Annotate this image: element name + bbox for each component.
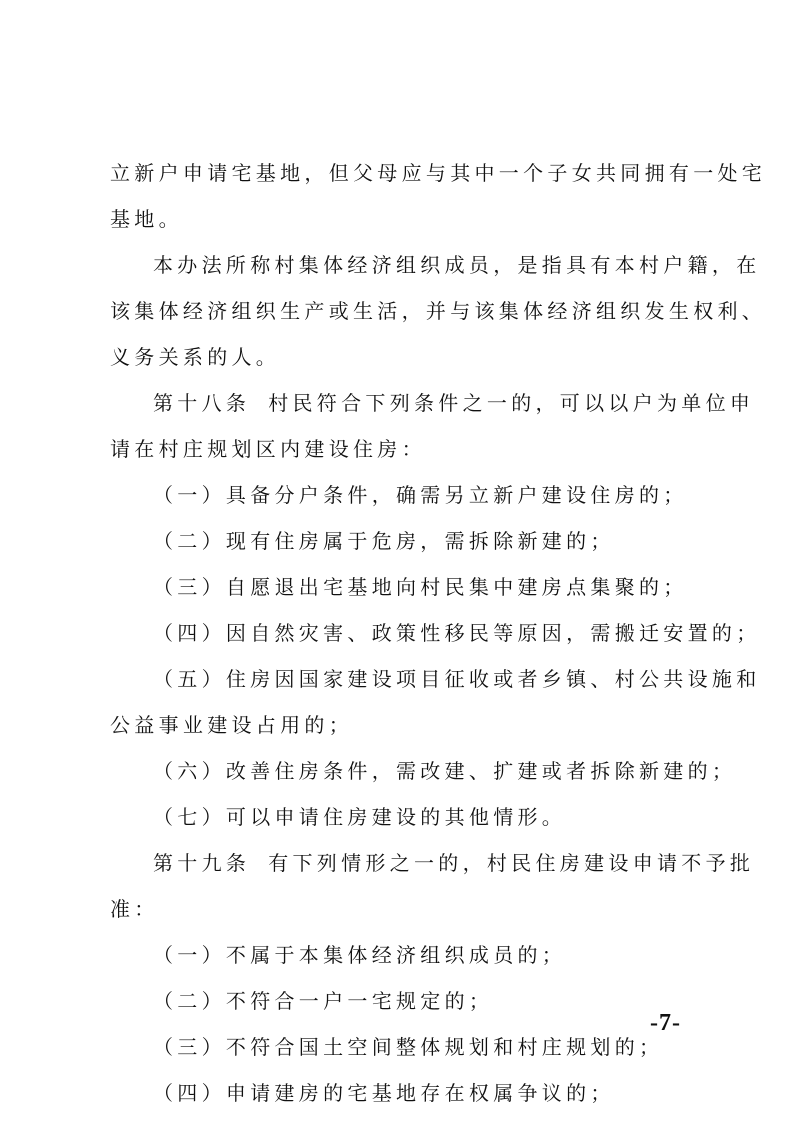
article-number: 第十八条: [153, 391, 251, 415]
list-item: （五）住房因国家建设项目征收或者乡镇、村公共设施和: [153, 667, 761, 691]
text-line: 立新户申请宅基地，但父母应与其中一个子女共同拥有一处宅: [110, 161, 767, 185]
list-item: （一）具备分户条件，确需另立新户建设住房的；: [153, 483, 688, 507]
article-18-heading: [110, 380, 755, 426]
article-number: 第十九条: [153, 851, 251, 875]
body-text: [110, 150, 767, 1116]
list-item: （六）改善住房条件，需改建、扩建或者拆除新建的；: [153, 759, 737, 783]
article-text: 村民符合下列条件之一的，可以以户为单位申: [268, 391, 755, 415]
paragraph-start: 本办法所称村集体经济组织成员，是指具有本村户籍，在: [153, 253, 761, 277]
text-line: 该集体经济组织生产或生活，并与该集体经济组织发生权利、: [110, 299, 767, 323]
list-item: （三）不符合国土空间整体规划和村庄规划的；: [153, 1035, 664, 1059]
text-line: 基地。: [110, 207, 183, 231]
list-item: （二）不符合一户一宅规定的；: [153, 989, 494, 1013]
list-item: （二）现有住房属于危房，需拆除新建的；: [153, 529, 615, 553]
list-item: （一）不属于本集体经济组织成员的；: [153, 943, 567, 967]
page-number: -7-: [650, 1010, 681, 1036]
text-line: 请在村庄规划区内建设住房：: [110, 437, 426, 461]
list-item: （三）自愿退出宅基地向村民集中建房点集聚的；: [153, 575, 688, 599]
list-item: （四）因自然灾害、政策性移民等原因，需搬迁安置的；: [153, 621, 761, 645]
article-text: 有下列情形之一的，村民住房建设申请不予批: [268, 851, 755, 875]
text-line: 公益事业建设占用的；: [110, 713, 353, 737]
text-line: 准：: [110, 897, 159, 921]
list-item: （四）申请建房的宅基地存在权属争议的；: [153, 1081, 615, 1105]
list-item: （七）可以申请住房建设的其他情形。: [153, 805, 567, 829]
article-19-heading: [110, 840, 755, 886]
text-line: 义务关系的人。: [110, 345, 281, 369]
